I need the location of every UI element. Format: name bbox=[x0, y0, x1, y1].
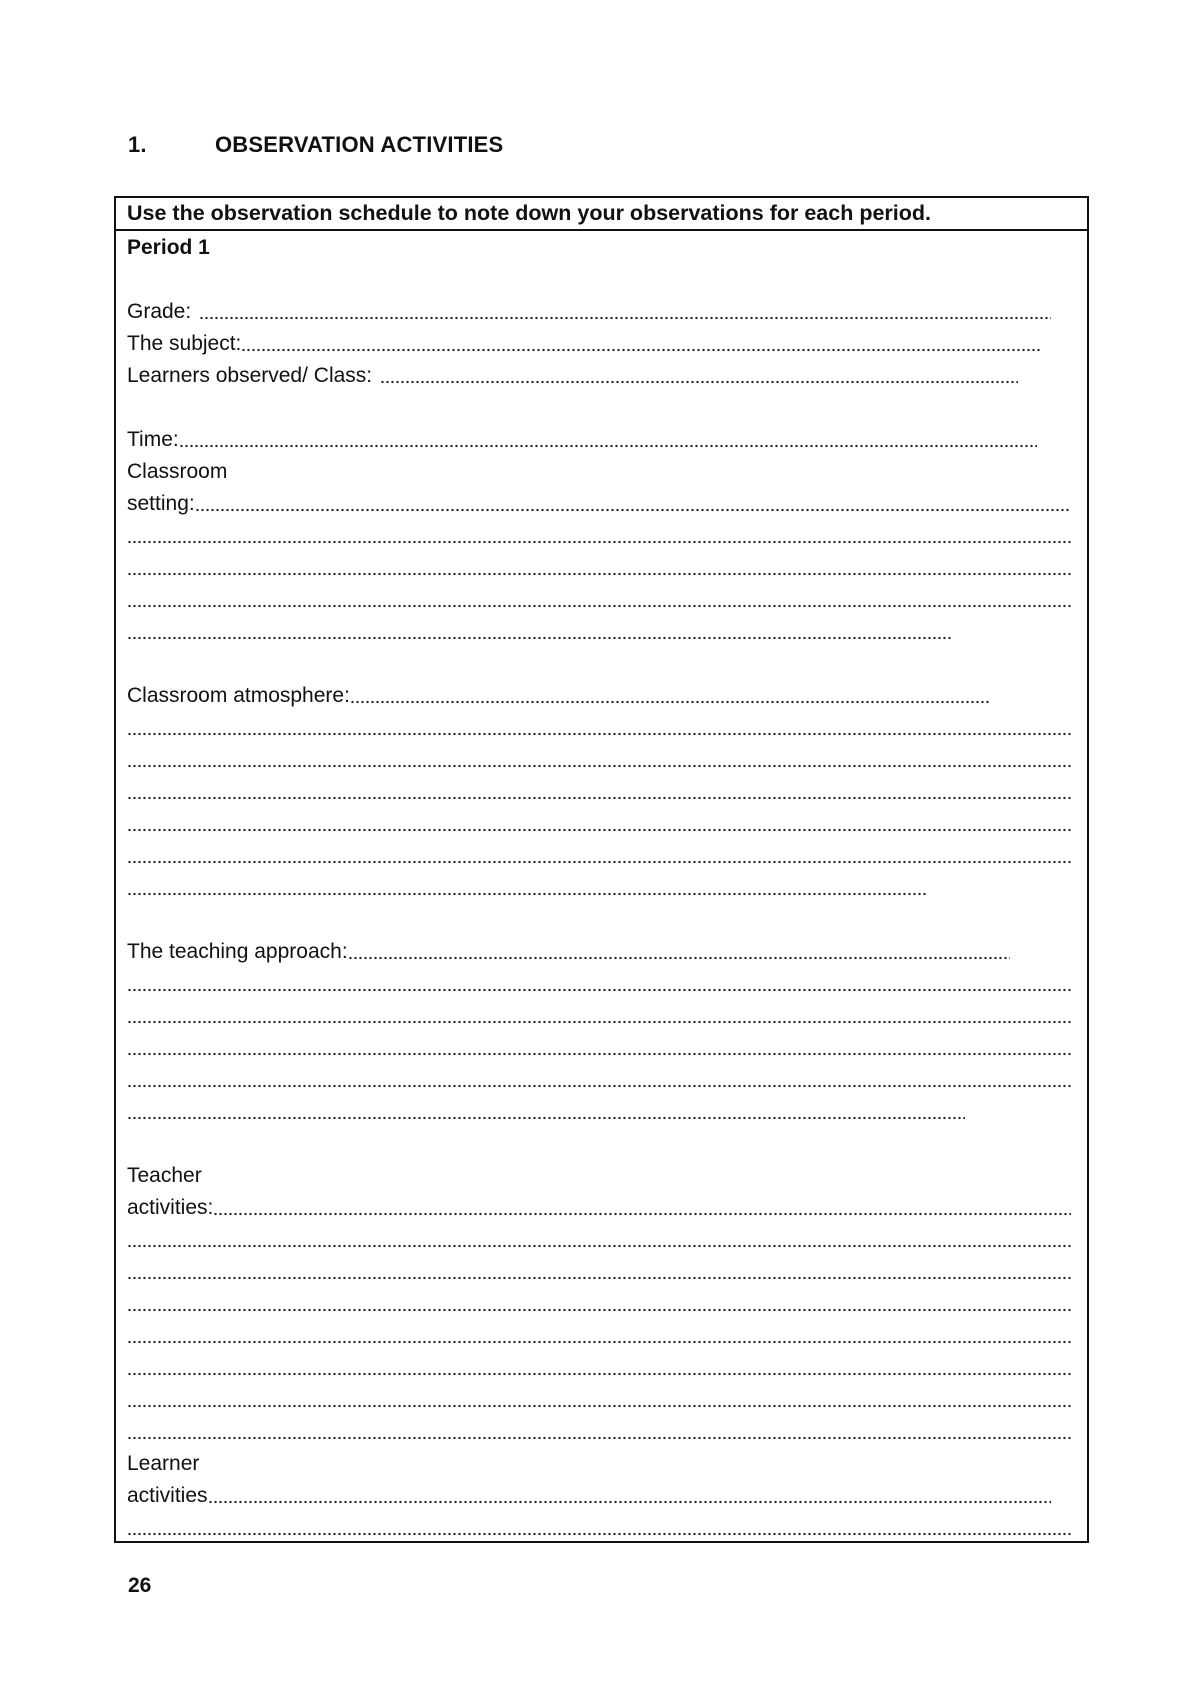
teaching-approach-line[interactable] bbox=[127, 1052, 1071, 1056]
classroom-atmosphere-field[interactable] bbox=[127, 681, 1071, 713]
learner-activities-line[interactable] bbox=[127, 1532, 1071, 1536]
teacher-activities-fill-line[interactable] bbox=[213, 1212, 1071, 1216]
classroom-setting-fill-line[interactable] bbox=[195, 508, 1071, 512]
grade-fill-line[interactable] bbox=[199, 316, 1051, 320]
teaching-approach-label: The teaching approach: bbox=[127, 940, 348, 963]
classroom-setting-line[interactable] bbox=[127, 636, 953, 640]
teaching-approach-line[interactable] bbox=[127, 1116, 965, 1120]
observation-schedule-box bbox=[114, 196, 1089, 1543]
teacher-activities-line[interactable] bbox=[127, 1436, 1071, 1440]
learner-activities-label-line bbox=[127, 1449, 1071, 1481]
classroom-setting-label-2: setting: bbox=[127, 492, 195, 515]
classroom-atmosphere-fill-line[interactable] bbox=[350, 700, 990, 704]
classroom-atmosphere-line[interactable] bbox=[127, 860, 1071, 864]
learner-activities-field[interactable] bbox=[127, 1481, 1071, 1513]
classroom-setting-line[interactable] bbox=[127, 572, 1071, 576]
teacher-activities-line[interactable] bbox=[127, 1244, 1071, 1248]
subject-label: The subject: bbox=[127, 332, 242, 355]
learner-activities-label-2: activities bbox=[127, 1484, 208, 1507]
period-title: Period 1 bbox=[127, 236, 210, 259]
teacher-activities-line[interactable] bbox=[127, 1372, 1071, 1376]
classroom-atmosphere-label: Classroom atmosphere: bbox=[127, 684, 350, 707]
instruction-text: Use the observation schedule to note down your observations for each period. bbox=[116, 198, 1087, 231]
time-field[interactable] bbox=[127, 425, 1071, 457]
learners-class-field[interactable] bbox=[127, 361, 1071, 393]
teacher-activities-label-line bbox=[127, 1161, 1071, 1193]
time-fill-line[interactable] bbox=[179, 444, 1037, 448]
learner-activities-fill-line[interactable] bbox=[208, 1500, 1051, 1504]
teacher-activities-line[interactable] bbox=[127, 1276, 1071, 1280]
teaching-approach-fill-line[interactable] bbox=[348, 956, 1010, 960]
teaching-approach-line[interactable] bbox=[127, 1020, 1071, 1024]
page-number: 26 bbox=[128, 1574, 152, 1597]
classroom-atmosphere-line[interactable] bbox=[127, 732, 1071, 736]
period-form bbox=[116, 231, 1087, 1545]
teaching-approach-line[interactable] bbox=[127, 988, 1071, 992]
section-title: OBSERVATION ACTIVITIES bbox=[215, 132, 504, 157]
teacher-activities-line[interactable] bbox=[127, 1308, 1071, 1312]
teacher-activities-label: Teacher bbox=[127, 1164, 202, 1187]
learner-activities-label: Learner bbox=[127, 1452, 200, 1475]
teacher-activities-line[interactable] bbox=[127, 1340, 1071, 1344]
classroom-atmosphere-line[interactable] bbox=[127, 892, 927, 896]
learners-class-label: Learners observed/ Class: bbox=[127, 364, 373, 387]
teaching-approach-field[interactable] bbox=[127, 937, 1071, 969]
teacher-activities-field[interactable] bbox=[127, 1193, 1071, 1225]
learners-class-fill-line[interactable] bbox=[380, 380, 1018, 384]
section-heading bbox=[128, 132, 503, 158]
subject-field[interactable] bbox=[127, 329, 1071, 361]
teaching-approach-line[interactable] bbox=[127, 1084, 1071, 1088]
classroom-setting-line[interactable] bbox=[127, 604, 1071, 608]
subject-fill-line[interactable] bbox=[241, 348, 1041, 352]
time-label: Time: bbox=[127, 428, 179, 451]
classroom-setting-label-line bbox=[127, 457, 1071, 489]
classroom-setting-label: Classroom bbox=[127, 460, 228, 483]
grade-label: Grade: bbox=[127, 300, 192, 323]
classroom-atmosphere-line[interactable] bbox=[127, 764, 1071, 768]
classroom-atmosphere-line[interactable] bbox=[127, 796, 1071, 800]
classroom-setting-line[interactable] bbox=[127, 540, 1071, 544]
section-number: 1. bbox=[128, 132, 147, 157]
classroom-atmosphere-line[interactable] bbox=[127, 828, 1071, 832]
teacher-activities-line[interactable] bbox=[127, 1404, 1071, 1408]
grade-field[interactable] bbox=[127, 297, 1071, 329]
classroom-setting-field[interactable] bbox=[127, 489, 1071, 521]
teacher-activities-label-2: activities: bbox=[127, 1196, 214, 1219]
